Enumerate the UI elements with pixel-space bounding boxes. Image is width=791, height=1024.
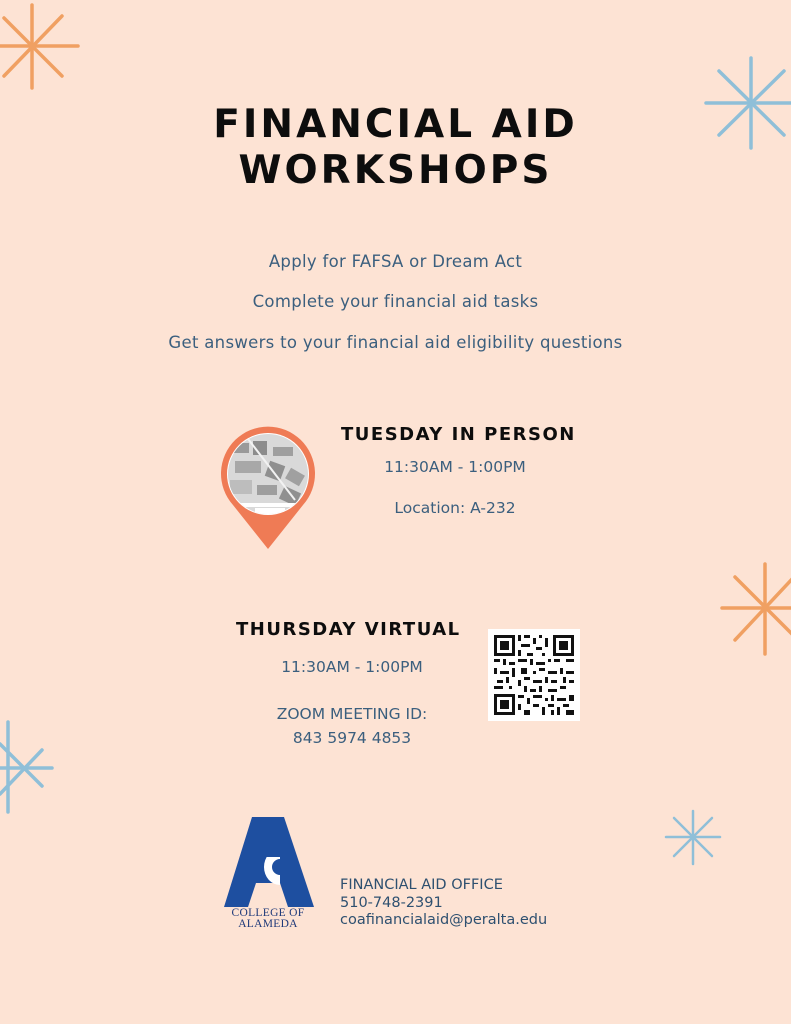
college-of-alameda-logo	[222, 815, 317, 910]
zoom-meeting-id: 843 5974 4853	[292, 729, 412, 747]
tuesday-heading: TUESDAY IN PERSON	[341, 424, 576, 445]
bullet-tasks: Complete your financial aid tasks	[252, 292, 539, 311]
orange-starburst-top-left-icon	[0, 0, 80, 95]
tuesday-time: 11:30AM - 1:00PM	[384, 458, 526, 476]
orange-starburst-right-icon	[720, 560, 791, 660]
bullet-fafsa: Apply for FAFSA or Dream Act	[268, 252, 523, 271]
contact-email[interactable]: coafinancialaid@peralta.edu	[340, 912, 548, 928]
bullet-eligibility: Get answers to your financial aid eligibility questions	[168, 333, 623, 352]
tuesday-location: Location: A-232	[394, 499, 516, 517]
thursday-time: 11:30AM - 1:00PM	[281, 658, 423, 676]
thursday-heading: THURSDAY VIRTUAL	[236, 619, 461, 640]
logo-text-line-2: ALAMEDA	[238, 918, 298, 930]
blue-starburst-bottom-right-icon	[663, 808, 723, 868]
logo-text-line-1: COLLEGE OF	[231, 907, 305, 919]
contact-office: FINANCIAL AID OFFICE	[340, 877, 503, 893]
qr-code-icon[interactable]	[488, 629, 580, 721]
title-line-2: WORKSHOPS	[238, 148, 553, 193]
title-line-1: FINANCIAL AID	[213, 102, 578, 147]
blue-starburst-left-icon	[0, 718, 60, 818]
contact-phone: 510-748-2391	[340, 895, 443, 911]
map-location-pin-icon	[215, 425, 325, 555]
zoom-label: ZOOM MEETING ID:	[276, 705, 428, 723]
